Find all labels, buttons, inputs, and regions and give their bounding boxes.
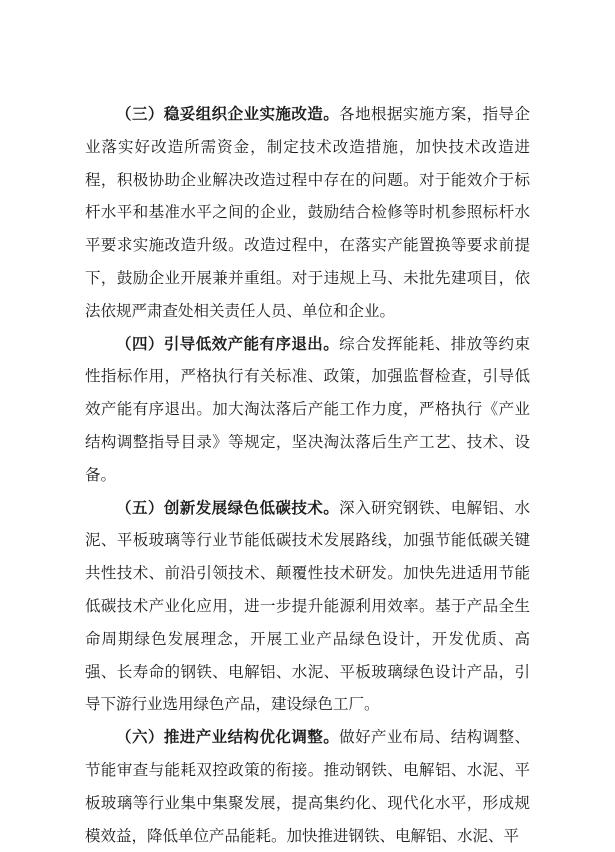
section-heading: （三）稳妥组织企业实施改造。 bbox=[116, 104, 340, 123]
paragraph-section-4 bbox=[85, 328, 530, 492]
paragraph-section-6 bbox=[85, 721, 530, 852]
paragraph-text: 深入研究钢铁、电解铝、水泥、平板玻璃等行业节能低碳技术发展路线，加强节能低碳关键共性技术、前沿引领技术、颠覆性技术研发。加快先进适用节能低碳技术产业化应用，进一步提升能源利用效率。基于产品全生命周期绿色发展理念，开展工业产品绿色设计，开发优质、高强、长寿命的钢铁、电解铝、水泥、平板玻璃绿色设计产品，引导下游行业选用绿色产品，建设绿色工厂。 bbox=[85, 498, 530, 714]
section-heading: （六）推进产业结构优化调整。 bbox=[116, 727, 340, 747]
paragraph-text: 综合发挥能耗、排放等约束性指标作用，严格执行有关标准、政策，加强监督检查，引导低效产能有序退出。加大淘汰落后产能工作力度，严格执行《产业结构调整指导目录》等规定，坚决淘汰落后生产工艺、技术、设备。 bbox=[85, 334, 530, 484]
paragraph-text: 各地根据实施方案，指导企业落实好改造所需资金，制定技术改造措施，加快技术改造进程，积极协助企业解决改造过程中存在的问题。对于能效介于标杆水平和基准水平之间的企业，鼓励结合检修等时机参照标杆水平要求实施改造升级。改造过程中，在落实产能置换等要求前提下，鼓励企业开展兼并重组。对于违规上马、未批先建项目，依法依规严肃查处相关责任人员、单位和企业。 bbox=[85, 105, 530, 320]
paragraph-section-3 bbox=[85, 98, 530, 328]
section-heading: （四）引导低效产能有序退出。 bbox=[116, 333, 340, 353]
document-body bbox=[85, 98, 530, 852]
paragraph-section-5 bbox=[85, 492, 530, 722]
paragraph-text: 做好产业布局、结构调整、节能审查与能耗双控政策的衔接。推动钢铁、电解铝、水泥、平板玻璃等行业集中集聚发展，提高集约化、现代化水平，形成规模效益，降低单位产品能耗。加快推进钢铁、电解铝、水泥、平 bbox=[85, 728, 530, 845]
section-heading: （五）创新发展绿色低碳技术。 bbox=[116, 497, 340, 517]
